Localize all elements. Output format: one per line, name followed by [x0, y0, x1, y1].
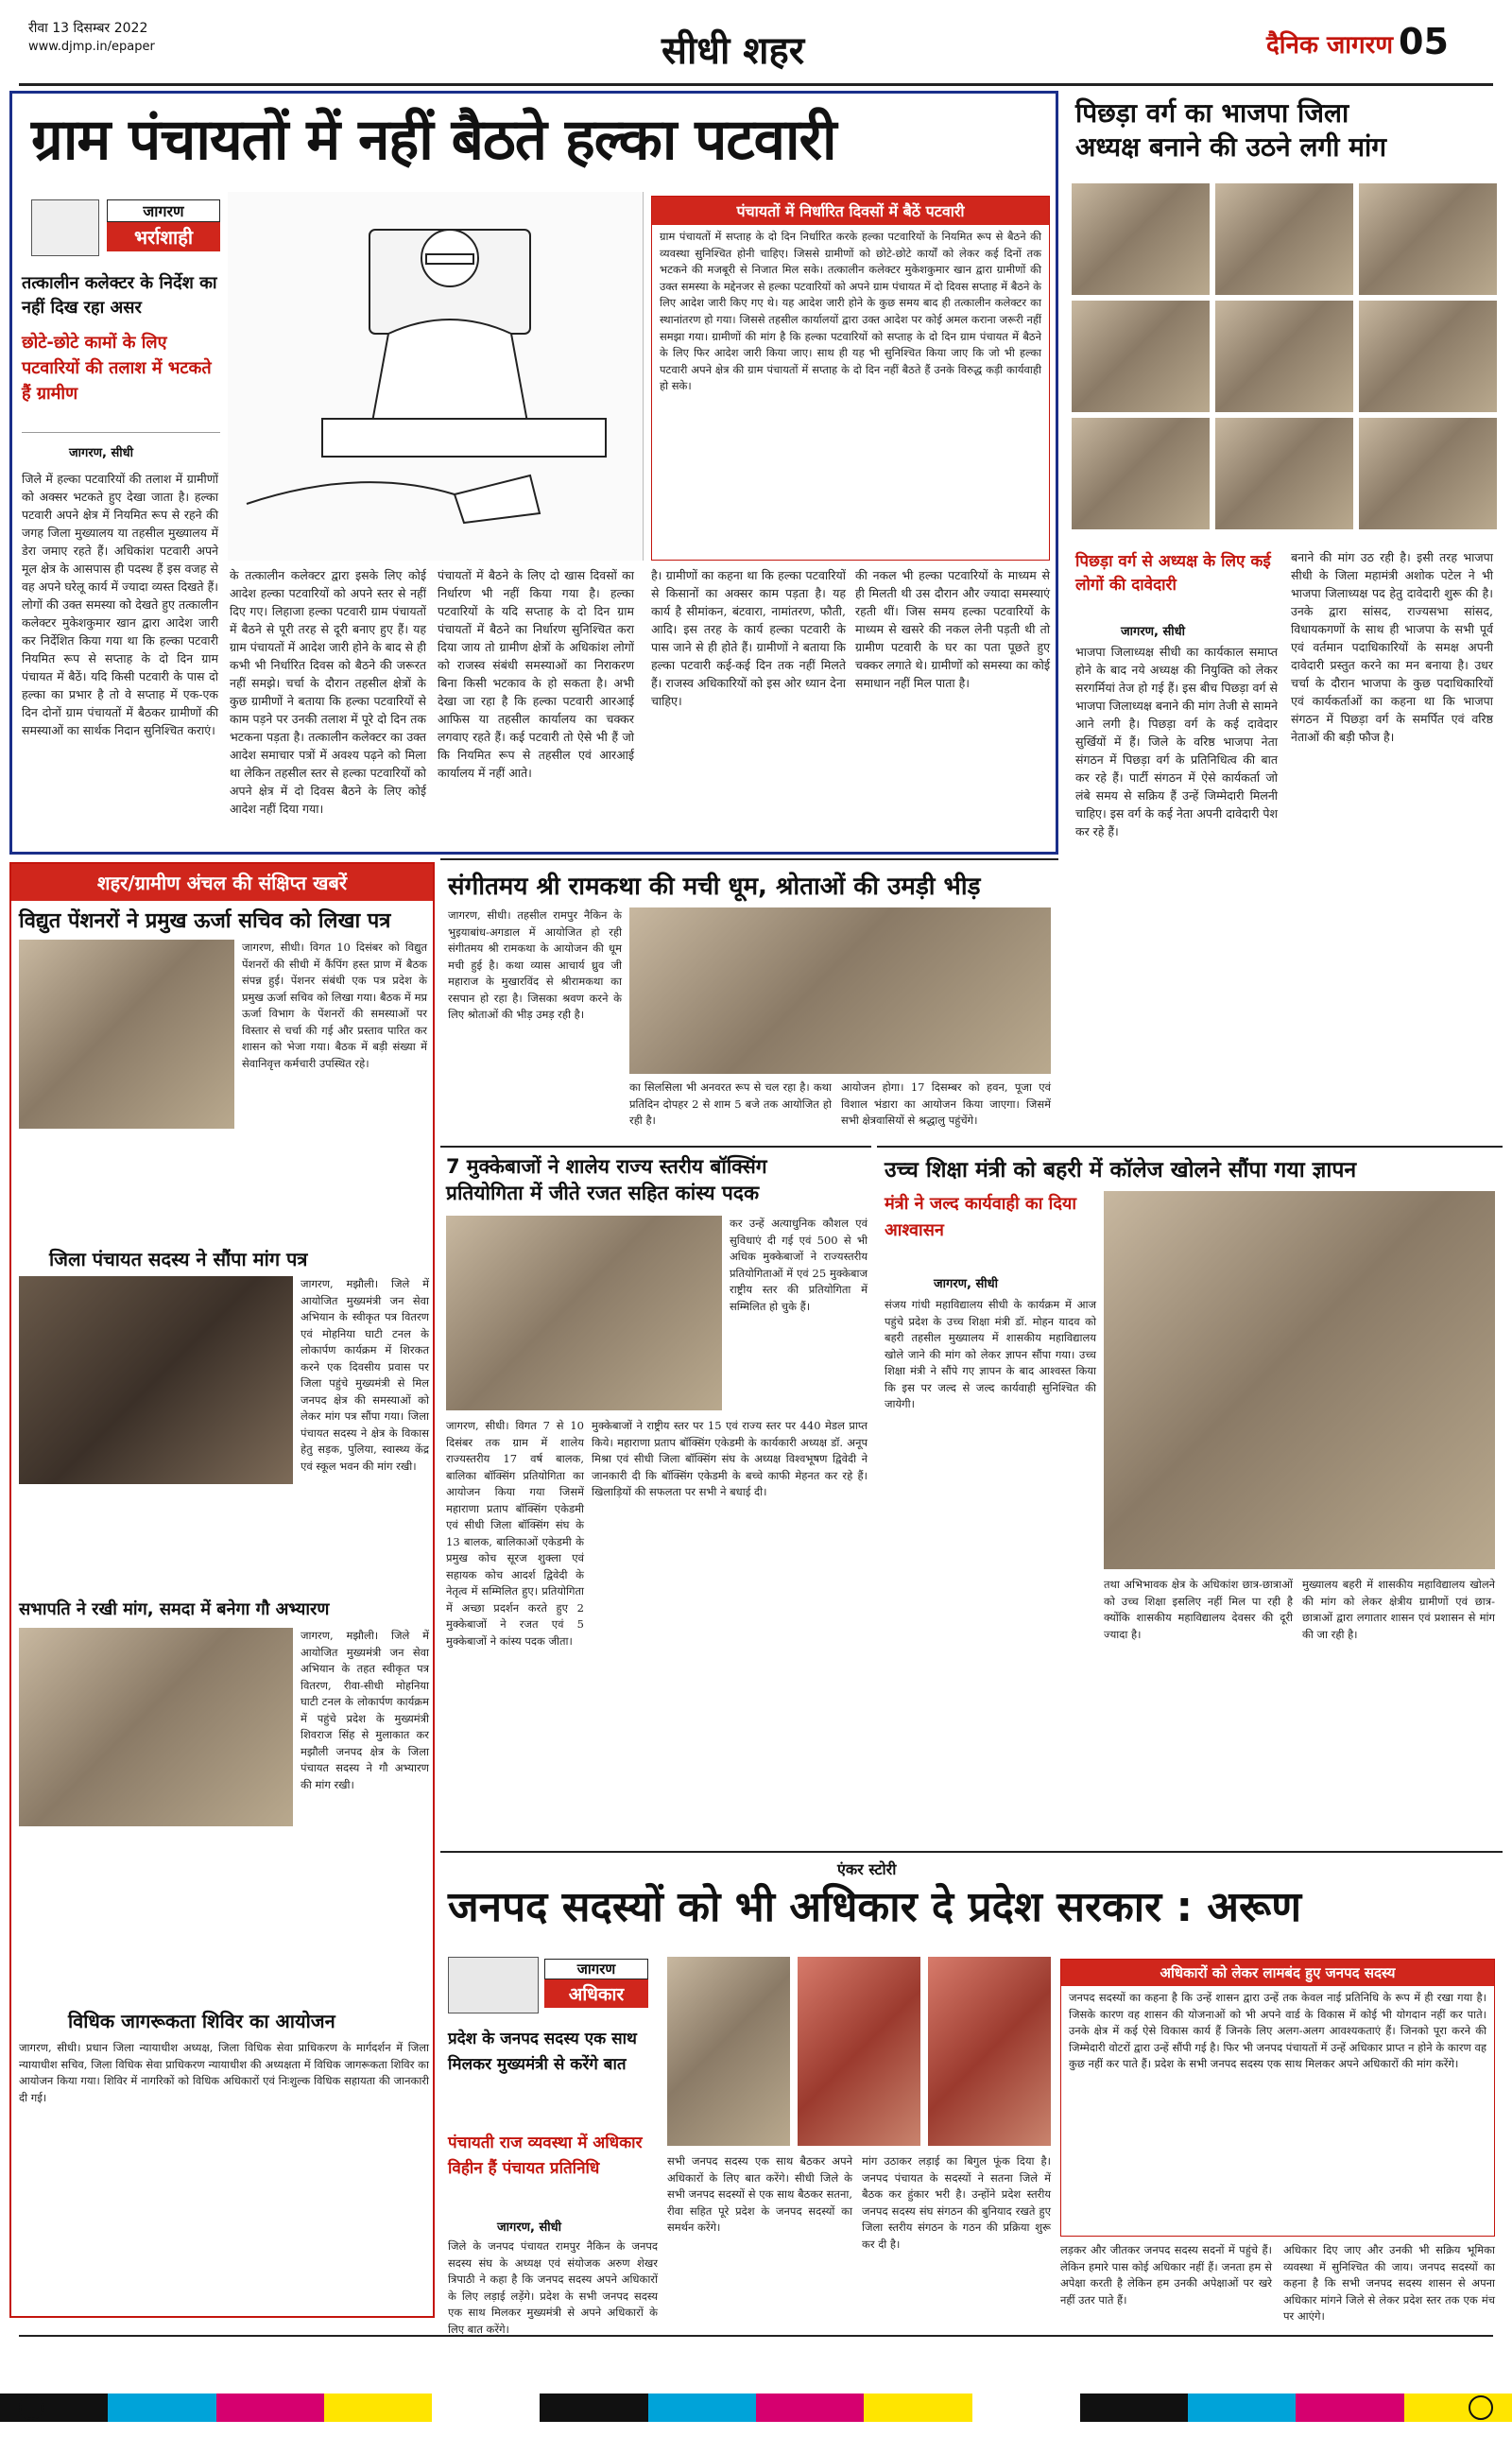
color-bar: [0, 2394, 1512, 2422]
swatch-black: [0, 2394, 108, 2422]
college-headline: उच्च शिक्षा मंत्री को बहरी में कॉलेज खोलने सौंपा गया ज्ञापन: [885, 1158, 1357, 1183]
patwari-cartoon: [228, 192, 644, 561]
leader-photo-3: [1359, 183, 1497, 295]
portrait-2: [798, 1957, 920, 2146]
leader-photo-7: [1072, 418, 1210, 529]
masthead-rule: [19, 83, 1493, 86]
registration-mark-right-icon: [1469, 2395, 1493, 2420]
swatch-yellow-3: [1404, 2394, 1512, 2422]
swatch-white-1: [432, 2394, 540, 2422]
boxers-photo: [446, 1216, 722, 1410]
swatch-cyan-3: [1188, 2394, 1296, 2422]
lead-col-2: के तत्कालीन कलेक्टर द्वारा इसके लिए कोई आदेश हल्का पटवारियों को अपने स्तर से नहीं दिए गए। लिहाजा हल्का पटवारी ग्राम पंचायतों में बैठने से पूरी तरह से दूरी बनाए हुए हैं। यह ग्राम पंचायतों में आदेश जारी होने के बाद से ही कभी भी निर्धारित दिवस को बैठने की जरूरत नहीं समझे। चर्चा के दौरान तहसील क्षेत्रों के कुछ ग्रामीणों ने बताया कि हल्का पटवारियों से काम पड़ने पर उनकी तलाश में पूरे दो दिन तक भटकना पड़ता है। तत्कालीन कलेक्टर का उक्त आदेश समाचार पत्रों में अवश्य पढ़ने को मिला था लेकिन तहसील स्तर से हल्का पटवारियों को अपने क्षेत्र में दो दिवस बैठने के लिए कोई आदेश नहीं दिया गया।: [230, 568, 426, 816]
brief-item2-head: जिला पंचायत सदस्य ने सौंपा मांग पत्र: [49, 1248, 308, 1270]
masthead: [0, 0, 1512, 85]
lead-col-4: है। ग्रामीणों का कहना था कि हल्का पटवारियों से किसानों का अक्सर काम पड़ता है। यह कार्य है सीमांकन, बंटवारा, नामांतरण, फौती, आदि। इस तरह के कार्य हल्का पटवारी के पास जाने से ही होते हैं। ग्रामीणों ने बताया कि हल्का पटवारी कई-कई दिन तक नहीं मिलते हैं। राजस्व अधिकारियों को इस ओर ध्यान देना चाहिए।: [651, 568, 846, 708]
janpad-col-4: लड़कर और जीतकर जनपद सदस्य सदनों में पहुंचे हैं। लेकिन हमारे पास कोई अधिकार नहीं हैं। जनता हम से अपेक्षा करती है लेकिन हम उनकी अपेक्षाओं पर खरे नहीं उतर पाते हैं।: [1060, 2243, 1272, 2307]
janpad-info-box: [1060, 1959, 1495, 2237]
adhikar-badge-top: जागरण: [544, 1959, 648, 1979]
registration-mark-left-icon: [19, 2395, 43, 2420]
lead-deck-2: छोटे-छोटे कामों के लिए पटवारियों की तलाश में भटकते हैं ग्रामीण: [22, 333, 212, 404]
adhikar-badge-bottom: अधिकार: [544, 1979, 648, 2008]
leader-photo-6: [1359, 301, 1497, 412]
adhikar-mini-icon: [448, 1957, 539, 2013]
badge-bottom: भर्राशाही: [107, 222, 220, 251]
minister-photo: [1104, 1191, 1495, 1569]
deck-rule: [22, 432, 220, 433]
janpad-col-1: जिले के जनपद पंचायत रामपुर नैकिन के जनपद सदस्य संघ के अध्यक्ष एवं संयोजक अरुण शेखर त्रिपाठी ने कहा है कि जनपद सदस्य अपने अधिकारों के लिए लड़ाई लड़ेंगे। प्रदेश के सभी जनपद सदस्य एक साथ मिलकर मुख्यमंत्री से अपने अधिकारों के लिए बात करेंगे।: [448, 2239, 658, 2336]
lead-dateline: जागरण, सीधी: [69, 446, 134, 460]
janpad-story: [440, 1851, 1503, 2336]
cartoon-mini-icon: [31, 199, 99, 256]
bottom-rule: [19, 2335, 1493, 2337]
lead-col-3: पंचायतों में बैठने के लिए दो खास दिवसों का निर्धारण भी नहीं किया गया है। हल्का पटवारियों के यदि सप्ताह के दो दिन ग्राम पंचायतों में बैठने का निर्धारण सुनिश्चित करा दिया जाय तो ग्रामीण क्षेत्रों के अधिकांश लोगों को राजस्व संबंधी समस्याओं का निराकरण बिना किसी भटकाव के हो सकता है। अभी देखा जा रहा है कि हल्का पटवारी आरआई आफिस या तहसील कार्यालय का चक्कर लगवाए रहते हैं। कई पटवारी तो ऐसे भी हैं जो कि नियमित रूप से तहसील एवं आरआई कार्यालय में नहीं आते।: [438, 568, 634, 780]
ramkatha-story: [440, 858, 1058, 1140]
brief-news: [9, 862, 435, 2318]
obc-photo-grid: [1072, 183, 1497, 543]
lead-info-box: [651, 196, 1050, 561]
brief-item4-head: विधिक जागरूकता शिविर का आयोजन: [68, 2010, 335, 2032]
ramkatha-headline: संगीतमय श्री रामकथा की मची धूम, श्रोताओं की उमड़ी भीड़: [448, 873, 981, 901]
swatch-yellow-2: [864, 2394, 971, 2422]
ramkatha-photo: [629, 907, 1051, 1074]
swatch-white-2: [972, 2394, 1080, 2422]
lead-headline: ग्राम पंचायतों में नहीं बैठते हल्का पटवारी: [31, 107, 836, 173]
swatch-black-3: [1080, 2394, 1188, 2422]
section-title: सीधी शहर: [662, 29, 805, 73]
college-dateline: जागरण, सीधी: [934, 1277, 999, 1291]
janpad-col-5: अधिकार दिए जाए और उनकी भी सक्रिय भूमिका व्यवस्था में सुनिश्चित की जाय। जनपद सदस्यों का कहना है कि सभी जनपद सदस्य शासन से अपना अधिकार मांगने जिले से लेकर प्रदेश स्तर तक एक मंच पर आएंगे।: [1283, 2243, 1495, 2323]
janpad-col-3: मांग उठाकर लड़ाई का बिगुल फूंक दिया है। जनपद पंचायत के सदस्यों ने सतना जिले में बैठक कर हुंकार भरी है। उन्होंने प्रदेश स्तरीय जनपद सदस्य संघ संगठन की बुनियाद रखते हुए जिला स्तरीय संगठन के गठन की प्रक्रिया शुरू कर दी है।: [862, 2154, 1051, 2251]
brief-band: शहर/ग्रामीण अंचल की संक्षिप्त खबरें: [11, 864, 433, 901]
epaper-url[interactable]: www.djmp.in/epaper: [28, 40, 155, 54]
obc-headline-2: अध्यक्ष बनाने की उठने लगी मांग: [1075, 131, 1386, 163]
badge-top: जागरण: [107, 199, 220, 222]
adhikar-badge: [544, 1959, 648, 2008]
janpad-deck-2: पंचायती राज व्यवस्था में अधिकार विहीन हैं पंचायत प्रतिनिधि: [448, 2134, 643, 2178]
lead-story: [9, 91, 1058, 855]
obc-dateline: जागरण, सीधी: [1121, 625, 1186, 639]
brief-item1-text: जागरण, सीधी। विगत 10 दिसंबर को विद्युत पेंशनरों की सीधी में कैंपिंग हस्त प्राण में बैठक संपन्न हुई। पेंशनर संबंधी एक पत्र प्रदेश के प्रमुख ऊर्जा सचिव को लिखा गया। बैठक में मप्र ऊर्जा विभाग के पेंशनरों की समस्याओं पर विस्तार से चर्चा की गई और प्रस्ताव पारित कर शासन को भेजा गया। बैठक में बड़ी संख्या में सेवानिवृत्त कर्मचारी उपस्थित रहे।: [242, 941, 427, 1070]
janpad-deck-1: प्रदेश के जनपद सदस्य एक साथ मिलकर मुख्यमंत्री से करेंगे बात: [448, 2030, 637, 2074]
janpad-col-2: सभी जनपद सदस्य एक साथ बैठकर अपने अधिकारों के लिए बात करेंगे। सीधी जिले के सभी जनपद सदस्यों से एक साथ बैठकर सतना, रीवा सहित पूरे प्रदेश के जनपद सदस्यों का समर्थन करेंगे।: [667, 2154, 852, 2234]
swatch-yellow: [324, 2394, 432, 2422]
boxing-story: [440, 1146, 871, 1845]
leader-photo-2: [1215, 183, 1353, 295]
janpad-info-title: अधिकारों को लेकर लामबंद हुए जनपद सदस्य: [1061, 1960, 1494, 1986]
boxing-body-text: जागरण, सीधी। विगत 7 से 10 दिसंबर तक ग्राम में शालेय राज्यस्तरीय 17 वर्ष बालक, बालिका बॉक्सिंग प्रतियोगिता का आयोजन किया गया जिसमें महाराणा प्रताप बॉक्सिंग एकेडमी एवं सीधी जिला बॉक्सिंग संघ के 13 बालक, बालिकाओं एकेडमी के प्रमुख कोच सूरज शुक्ला एवं सहायक कोच आदर्श द्विवेदी के नेतृत्व में सम्मिलित हुए। प्रतियोगिता में अच्छा प्रदर्शन करते हुए 2 मुक्केबाजों ने रजत एवं 5 मुक्केबाजों ने कांस्य पदक जीता।: [446, 1419, 584, 1648]
obc-col-2: बनाने की मांग उठ रही है। इसी तरह भाजपा सीधी के जिला महामंत्री अशोक पटेल ने भी भाजपा जिलाध्यक्ष पद हेतु दावेदारी शुरू की है। उनके द्वारा सांसद, राज्यसभा सांसद, विधायकगणों के साथ ही भाजपा के सभी पूर्व एवं वर्तमान पदाधिकारियों के समक्ष अपनी दावेदारी प्रस्तुत करने का मन बनाया है। उधर चर्चा के दौरान भाजपा के कुछ पदाधिकारियों एवं कार्यकर्ताओं का कहना था कि भाजपा संगठन में पिछड़ा वर्ग के समर्पित एवं वरिष्ठ नेताओं की बड़ी फौज है।: [1291, 550, 1493, 744]
ramkatha-text-1: जागरण, सीधी। तहसील रामपुर नैकिन के भुइयाबांध-अगडाल में आयोजित हो रही संगीतमय श्री रामकथा के आयोजन की धूम मची हुई है। कथा व्यास आचार्य ध्रुव जी महाराज के मुखारविंद से श्रीरामकथा का रसपान हो रहा है। जिसका श्रवण करने के लिए श्रोताओं की भीड़ उमड़ रही है।: [448, 908, 622, 1021]
lead-col-5: की नकल भी हल्का पटवारियों के माध्यम से ही मिलती थी उस दौरान और ज्यादा समस्याएं रहती थीं। जिस समय हल्का पटवारियों के माध्यम से खसरे की नकल लेनी पड़ती थी तो ग्रामीण पटवारी के घर का पता पूछते हुए चक्कर लगाते थे। ग्रामीणों को समस्या का कोई समाधान नहीं मिल पाता है।: [855, 568, 1050, 690]
brief-item2-text: जागरण, मझौली। जिले में आयोजित मुख्यमंत्री जन सेवा अभियान के स्वीकृत पत्र वितरण एवं मोहनिया घाटी टनल के लोकार्पण कार्यक्रम में शिरकत करने एक दिवसीय प्रवास पर जिला पहुंचे मुख्यमंत्री से मिल जनपद क्षेत्र की समस्याओं को लेकर मांग पत्र सौंपा गया। जिला पंचायत सदस्य ने क्षेत्र के विकास हेतु सड़क, पुलिया, स्वास्थ्य केंद्र एवं स्कूल भवन की मांग रखी।: [301, 1277, 429, 1473]
bharrashahi-badge: [107, 199, 220, 251]
brief-item1-head: विद्युत पेंशनरों ने प्रमुख ऊर्जा सचिव को लिखा पत्र: [19, 909, 391, 933]
college-text-3: मुख्यालय बहरी में शासकीय महाविद्यालय खोलने की मांग को लेकर क्षेत्रीय ग्रामीणों एवं छात्र-छात्राओं द्वारा लगातार शासन एवं प्रशासन से मांग की जा रही है।: [1302, 1578, 1495, 1641]
swatch-magenta-3: [1296, 2394, 1403, 2422]
page-number: 05: [1399, 21, 1449, 62]
janpad-dateline: जागरण, सीधी: [497, 2221, 562, 2235]
panchayat-member-photo: [19, 1276, 293, 1484]
portrait-1: [667, 1957, 790, 2146]
gau-abhyaran-photo: [19, 1628, 293, 1826]
brief-item3-text: जागरण, मझौली। जिले में आयोजित मुख्यमंत्री जन सेवा अभियान के तहत स्वीकृत पत्र वितरण, रीवा-सीधी मोहनिया घाटी टनल के लोकार्पण कार्यक्रम में पहुंचे प्रदेश के मुख्यमंत्री शिवराज सिंह से मुलाकात कर मझौली जनपद क्षेत्र के जिला पंचायत सदस्य ने गौ अभ्यारण की मांग रखी।: [301, 1629, 429, 1791]
leader-photo-9: [1359, 418, 1497, 529]
obc-col-1: भाजपा जिलाध्यक्ष सीधी का कार्यकाल समाप्त होने के बाद नये अध्यक्ष की नियुक्ति को लेकर सरगर्मियां तेज हो गई हैं। इस बीच पिछड़ा वर्ग से भाजपा जिलाध्यक्ष बनाने की मांग तेजी से सामने आने लगी है। पिछड़ा वर्ग के कई दावेदार सुर्खियों में हैं। जिले के वरिष्ठ भाजपा नेता संगठन में पिछड़ा वर्ग के प्रतिनिधित्व की बात कर रहे हैं। पार्टी संगठन में ऐसे कार्यकर्ता जो लंबे समय से सक्रिय हैं उन्हें जिम्मेदारी मिलनी चाहिए। इस वर्ग के कई नेता अपनी दावेदारी पेश कर रहे हैं।: [1075, 645, 1278, 838]
boxing-headline-1: 7 मुक्केबाजों ने शालेय राज्य स्तरीय बॉक्सिंग: [446, 1155, 767, 1178]
janpad-info-text: जनपद सदस्यों का कहना है कि उन्हें शासन द्वारा उन्हें तक केवल नाई प्रतिनिधि के रूप में ही रखा गया है। जिसके कारण वह शासन की योजनाओं को भी अपने वार्ड के विकास में कोई भी योगदान नहीं कर पाते। उनके क्षेत्र में कई ऐसे विकास कार्य हैं जिनके लिए अलग-अलग आवश्यकताएं हैं। जिनको पूरा करने की जिम्मेदारी वोटरों द्वारा उन्हें सौंपी गई है। फिर भी जनपद पंचायतों में उन्हें अधिकार प्राप्त न होने के कारण वह कुछ नहीं कर पाते हैं। प्रदेश के सभी जनपद सदस्य एक साथ मिलकर अपने अधिकारों की मांग करेंगे।: [1069, 1991, 1486, 2070]
portrait-3: [928, 1957, 1051, 2146]
swatch-cyan: [108, 2394, 215, 2422]
leader-photo-8: [1215, 418, 1353, 529]
boxing-col3-text: मुक्केबाजों ने राष्ट्रीय स्तर पर 15 एवं राज्य स्तर पर 440 मेडल प्राप्त किये। महाराणा प्रताप बॉक्सिंग एकेडमी के कार्यकारी अध्यक्ष डॉ. अनूप मिश्रा एवं सीधी जिला बॉक्सिंग संघ के अध्यक्ष विश्वभूषण द्विवेदी ने जानकारी दी कि बॉक्सिंग एकेडमी के बच्चे काफी मेहनत कर रहे हैं। खिलाड़ियों की सफलता पर सभी ने बधाई दी।: [592, 1419, 868, 1498]
obc-story: [1064, 91, 1503, 1074]
janpad-headline: जनपद सदस्यों को भी अधिकार दे प्रदेश सरकार : अरूण: [448, 1883, 1302, 1931]
lead-info-text: ग्राम पंचायतों में सप्ताह के दो दिन निर्धारित करके हल्का पटवारियों के नियमित रूप से बैठने की व्यवस्था सुनिश्चित होनी चाहिए। जिससे ग्रामीणों को छोटे-छोटे कार्यों को लेकर कई दिनों तक भटकने की मजबूरी से निजात मिल सके। तत्कालीन कलेक्टर मुकेशकुमार खान द्वारा ग्रामीणों की उक्त समस्या के मद्देनजर से हल्का पटवारियों को अपने ग्राम पंचायत में दो दिवस सप्ताह में बैठने के लिए आदेश जारी किए गए थे। यह आदेश जारी होने के कुछ समय बाद ही तत्कालीन कलेक्टर का स्थानांतरण हो गया। जिससे तहसील कार्यालयों द्वारा उक्त आदेश पर कोई अमल कराना जरूरी नहीं समझा गया। ग्रामीणों की मांग है कि हल्का पटवारियों को सप्ताह के दो दिन ग्राम पंचायत में बैठने के लिए फिर आदेश जारी किया जाए। साथ ही यह भी सुनिश्चित किया जाए कि जो भी हल्का पटवारी अपने क्षेत्र की ग्राम पंचायतों में सप्ताह के दो दिन नहीं बैठते हैं उनके विरुद्ध कड़ी कार्यवाही हो सके।: [660, 230, 1041, 393]
lead-col-1: जिले में हल्का पटवारियों की तलाश में ग्रामीणों को अक्सर भटकते हुए देखा जाता है। हल्का पटवारी अपने क्षेत्र में नियमित रूप से रहने की जगह जिला मुख्यालय या तहसील मुख्यालय में डेरा जमाए रहते हैं। अधिकांश पटवारी अपने मूल क्षेत्र के आसपास ही पदस्थ हैं इस वजह से वह अपने घरेलू कार्य में ज्यादा व्यस्त दिखते हैं। लोगों की उक्त समस्या को देखते हुए तत्कालीन कलेक्टर मुकेशकुमार खान द्वारा आदेश जारी कर निर्देशित किया गया था कि हल्का पटवारी नियमित रूप से सप्ताह के दो दिन ग्राम पंचायत में बैठें। यदि किसी पटवारी के पास दो हल्का का प्रभार है तो वे सप्ताह में एक-एक दिन दोनों ग्राम पंचायतों में बैठकर ग्रामीणों की समस्याओं का सार्थक निदान सुनिश्चित कराएं।: [22, 472, 218, 737]
brief-item4-text: जागरण, सीधी। प्रधान जिला न्यायाधीश अध्यक्ष, जिला विधिक सेवा प्राधिकरण के मार्गदर्शन में जिला न्यायाधीश सचिव, जिला विधिक सेवा प्राधिकरण न्यायाधीश की अध्यक्षता में विधिक जागरूकता शिविर का आयोजन किया गया। शिविर में नागरिकों को विधिक अधिकारों एवं निःशुल्क विधिक सहायता की जानकारी दी गई।: [19, 2041, 429, 2104]
leader-photo-1: [1072, 183, 1210, 295]
swatch-black-2: [540, 2394, 647, 2422]
college-story: [877, 1146, 1503, 1845]
boxing-headline-2: प्रतियोगिता में जीते रजत सहित कांस्य पदक: [446, 1182, 760, 1204]
ramkatha-text-2: का सिलसिला भी अनवरत रूप से चल रहा है। कथा प्रतिदिन दोपहर 2 से शाम 5 बजे तक आयोजित हो रही है।: [629, 1080, 832, 1127]
brief-item3-head: सभापति ने रखी मांग, समदा में बनेगा गौ अभ्यारण: [19, 1599, 330, 1619]
janpad-kicker: एंकर स्टोरी: [837, 1860, 897, 1878]
boxing-side-text: कर उन्हें अत्याधुनिक कौशल एवं सुविधाएं दी गई एवं 500 से भी अधिक मुक्केबाजों ने राज्यस्तरीय प्रतियोगिताओं में एवं 25 मुक्केबाज राष्ट्रीय स्तर की प्रतियोगिता में सम्मिलित हो चुके हैं।: [730, 1217, 868, 1313]
date-line: रीवा 13 दिसम्बर 2022: [28, 21, 148, 36]
pensioners-photo: [19, 940, 234, 1129]
lead-deck-1: तत्कालीन कलेक्टर के निर्देश का नहीं दिख रहा असर: [22, 273, 217, 318]
lead-info-title: पंचायतों में निर्धारित दिवसों में बैठें पटवारी: [652, 197, 1049, 225]
obc-headline-1: पिछड़ा वर्ग का भाजपा जिला: [1075, 97, 1349, 129]
paper-name: दैनिक जागरण: [1266, 31, 1394, 60]
college-deck: मंत्री ने जल्द कार्यवाही का दिया आश्वासन: [885, 1194, 1076, 1240]
registration-strip: [0, 2335, 1512, 2454]
obc-deck: पिछड़ा वर्ग से अध्यक्ष के लिए कई लोगों की दावेदारी: [1075, 552, 1271, 595]
swatch-cyan-2: [648, 2394, 756, 2422]
ramkatha-text-3: आयोजन होगा। 17 दिसम्बर को हवन, पूजा एवं विशाल भंडारा का आयोजन किया जाएगा। जिसमें सभी क्षेत्रवासियों से श्रद्धालु पहुंचेंगे।: [841, 1080, 1051, 1127]
college-text-1: संजय गांधी महाविद्यालय सीधी के कार्यक्रम में आज पहुंचे प्रदेश के उच्च शिक्षा मंत्री डॉ. मोहन यादव को बहरी तहसील मुख्यालय में शासकीय महाविद्यालय खोले जाने की मांग को लेकर ज्ञापन सौंपा गया। उच्च शिक्षा मंत्री ने सौंपे गए ज्ञापन के बाद आश्वस्त किया कि इस पर जल्द से जल्द कार्यवाही सुनिश्चित की जायेगी।: [885, 1298, 1096, 1410]
leader-photo-4: [1072, 301, 1210, 412]
leader-photo-5: [1215, 301, 1353, 412]
college-text-2: तथा अभिभावक क्षेत्र के अधिकांश छात्र-छात्राओं को उच्च शिक्षा इसलिए नहीं मिल पा रही है क्योंकि शासकीय महाविद्यालय देवसर की दूरी ज्यादा है।: [1104, 1578, 1293, 1641]
swatch-magenta-2: [756, 2394, 864, 2422]
swatch-magenta: [216, 2394, 324, 2422]
